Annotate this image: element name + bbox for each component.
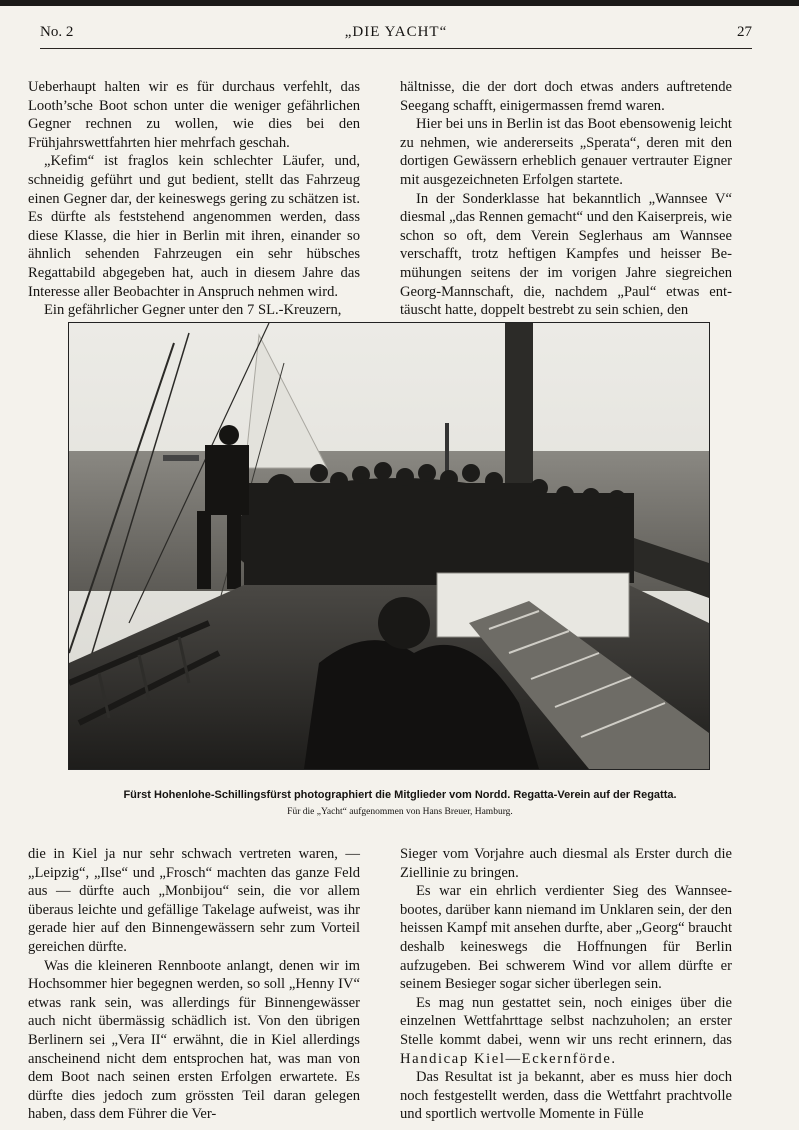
paragraph: Sieger vom Vorjahre auch diesmal als Erster durch die Ziellinie zu bringen. (400, 846, 732, 881)
paragraph: Ueberhaupt halten wir es für durchaus verfehlt, das Looth’sche Boot schon unter die weniger gefährlichen Gegner rechnen zu wollen, wie dies bei den Frühjahrswettfahrten hier mehrfach geschah. (28, 79, 360, 151)
photo-credit: Für die „Yacht“ aufgenommen von Hans Breuer, Hamburg. (287, 807, 513, 817)
journal-title: „DIE YACHT“ (344, 24, 448, 40)
header-rule (40, 48, 752, 49)
regatta-photograph (68, 322, 710, 770)
scan-top-edge (0, 0, 799, 6)
page-header (40, 24, 752, 48)
paragraph: die in Kiel ja nur sehr schwach vertreten waren, — „Leipzig“, „Ilse“ und „Frosch“ machten das ganze Feld aus — dürfte auch „Monbijou“ sein, die vor allem überaus leichte und gefällige Takelage aufweist, was ihr gerade hier auf den Binnengewässern sehr zum Vorteil gereichen dürfte. (28, 846, 360, 955)
page-number: 27 (737, 24, 752, 40)
paragraph: Was die kleineren Rennboote anlangt, denen wir im Hochsommer hier begegnen werden, so soll „Henny IV“ etwas rank sein, was allerdings für Binnengewässer auch nicht übermässig schädlich ist. Von den übrigen Berlinern sei „Vera II“ erwähnt, die in Kiel allerdings anscheinend nicht dem entsprochen hat, was man von dem Boot nach seinen ersten Erfolgen erwartete. Es dürfte dies jedoch zum grössten Teil daran gelegen haben, dass dem Führer die Ver- (28, 957, 360, 1123)
paragraph (400, 994, 732, 1068)
paragraph: „Kefim“ ist fraglos kein schlechter Läufer, und, schneidig geführt und gut bedient, stellt das Fahrzeug einen Gegner dar, der keineswegs gering zu schätzen ist. Es dürfte als feststehend angenommen werden, dass diese Klasse, die hier in Berlin mit ihren, einander so ähnlich sehenden Fahrzeugen ein sehr hübsches Regattabild abgegeben hat, auch in diesem Jahre das Interesse aller Beobachter in Anspruch nehmen wird. (28, 153, 360, 300)
paragraph: Das Resultat ist ja bekannt, aber es muss hier doch noch festgestellt werden, dass die Wettfahrt prachtvolle und sportlich wertvolle Momente in Fülle (400, 1069, 732, 1123)
section-heading-inline: Handicap Kiel—Eckernförde. (400, 1050, 617, 1067)
figure-caption: Fürst Hohenlohe-Schillingsfürst photographiert die Mitglieder vom Nordd. Regatta-Verein auf der Regatta. (123, 789, 677, 801)
paragraph: Es war ein ehrlich verdienter Sieg des Wannseebootes, darüber kann niemand im Unklaren sein, der den heissen Kampf mit ansehen durfte, aber „Georg“ braucht deshalb keineswegs die Hoffnungen für Berlin aufzugeben. Bei schwerem Wind vor allem dürfte er seinem Besieger sogar sicher überlegen sein. (400, 883, 733, 993)
column-top-right (400, 78, 732, 320)
issue-number: No. 2 (40, 24, 74, 40)
column-top-left (28, 78, 360, 320)
paragraph: Ein gefährlicher Gegner unter den 7 SL.-Kreuzern, (44, 302, 342, 319)
column-bottom-right (400, 845, 732, 1124)
column-bottom-left (28, 845, 360, 1124)
paragraph-text: Es mag nun gestattet sein, noch einiges über die einzelnen Wettfahrttage selbst nachzuholen; an erster Stelle kommt dabei, wenn wir uns recht erinnern, das (400, 994, 732, 1048)
paragraph: Hier bei uns in Berlin ist das Boot ebensowenig leicht zu nehmen, wie andererseits „Sperata“, deren mit den dortigen Gewässern erheblich genauer vertrauter Eigner mit ausgezeichneten Erfolgen startete. (400, 116, 732, 188)
paragraph: In der Sonderklasse hat bekanntlich „Wannsee V“ diesmal „das Rennen gemacht“ und den Kaiserpreis, wie schon so oft, dem Verein Seglerhaus am Wannsee verschafft, trotz heftigen Kampfes und heisser Bemühungen seitens der im vorigen Jahre siegreichen Georg-Mannschaft, die, nachdem „Paul“ etwas enttäuscht hatte, doppelt bestrebt zu sein schien, den (400, 190, 732, 319)
paragraph: hältnisse, die der dort doch etwas anders auftretende Seegang schafft, einigermassen fremd waren. (400, 79, 732, 114)
